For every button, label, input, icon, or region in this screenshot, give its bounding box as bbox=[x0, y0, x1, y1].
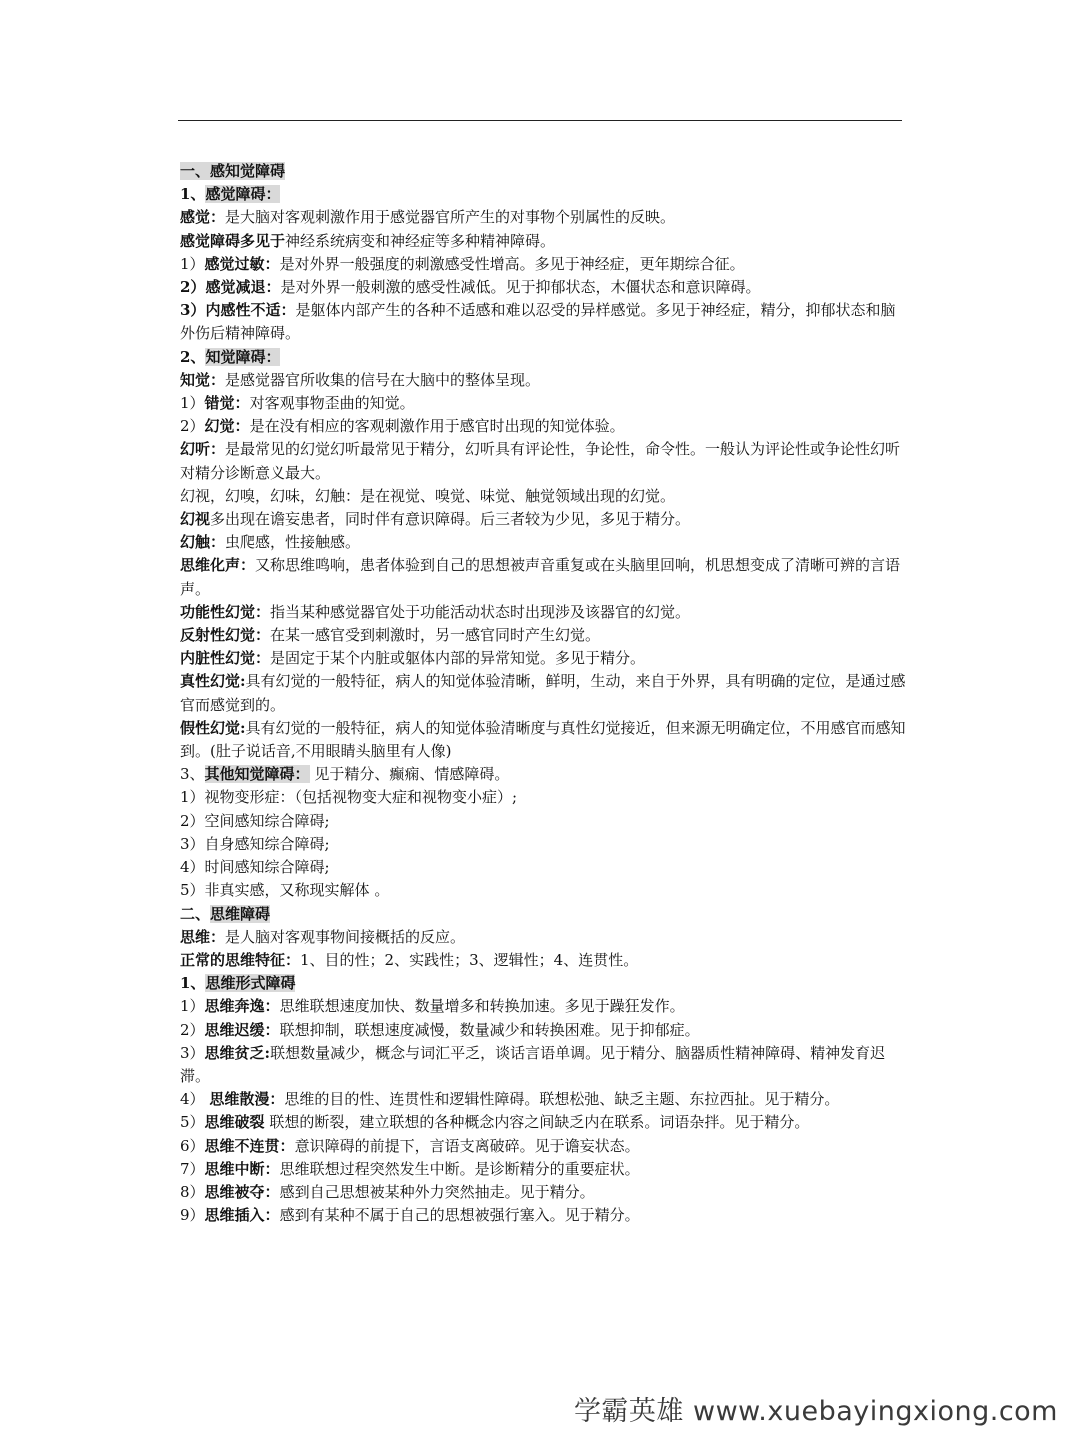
list-item: 8）思维被夺：感到自己思想被某种外力突然抽走。见于精分。 bbox=[180, 1182, 595, 1201]
list-item: 1）错觉：对客观事物歪曲的知觉。 bbox=[180, 394, 415, 413]
subsection-heading: 1、思维形式障碍 bbox=[180, 974, 296, 993]
list-item: 4） 思维散漫：思维的目的性、连贯性和逻辑性障碍。联想松弛、缺乏主题、东拉西扯。见于精分。 bbox=[180, 1090, 840, 1109]
paragraph: 思维化声：又称思维鸣响，患者体验到自己的思想被声音重复或在头脑里回响，机思想变成了清晰可辨的言语声。 bbox=[180, 556, 901, 598]
list-item: 1）感觉过敏：是对外界一般强度的刺激感受性增高。多见于神经症，更年期综合征。 bbox=[180, 254, 745, 273]
paragraph: 反射性幻觉：在某一感官受到刺激时，另一感官同时产生幻觉。 bbox=[180, 626, 601, 645]
document-body bbox=[180, 160, 908, 1227]
paragraph: 知觉：是感觉器官所收集的信号在大脑中的整体呈现。 bbox=[180, 370, 541, 389]
section-heading: 一、感知觉障碍 bbox=[180, 162, 286, 180]
list-item: 2）幻觉：是在没有相应的客观刺激作用于感官时出现的知觉体验。 bbox=[180, 417, 625, 436]
paragraph: 幻听：是最常见的幻觉幻听最常见于精分，幻听具有评论性，争论性，命令性。一般认为评论性或争论性幻听对精分诊断意义最大。 bbox=[180, 440, 901, 482]
list-item: 9）思维插入：感到有某种不属于自己的思想被强行塞入。见于精分。 bbox=[180, 1206, 640, 1225]
list-item: 3）内感性不适：是躯体内部产生的各种不适感和难以忍受的异样感觉。多见于神经症，精分，抑郁状态和脑外伤后精神障碍。 bbox=[180, 301, 896, 343]
header-rule bbox=[178, 120, 902, 121]
subsection-heading: 3、其他知觉障碍： 见于精分、癫痫、情感障碍。 bbox=[180, 765, 510, 784]
paragraph: 假性幻觉:具有幻觉的一般特征，病人的知觉体验清晰度与真性幻觉接近，但来源无明确定位，不用感官而感知到。(肚子说话音,不用眼睛头脑里有人像) bbox=[180, 718, 906, 761]
list-item: 5）非真实感，又称现实解体 。 bbox=[180, 881, 390, 900]
list-item: 2）感觉减退：是对外界一般刺激的感受性减低。见于抑郁状态，木僵状态和意识障碍。 bbox=[180, 278, 761, 297]
list-item: 2）空间感知综合障碍; bbox=[180, 811, 330, 830]
subsection-heading: 1、感觉障碍： bbox=[180, 185, 281, 204]
list-item: 6）思维不连贯：意识障碍的前提下，言语支离破碎。见于谵妄状态。 bbox=[180, 1136, 640, 1155]
list-item: 3）思维贫乏:联想数量减少，概念与词汇平乏，谈话言语单调。见于精分、脑器质性精神障碍、精神发育迟滞。 bbox=[180, 1043, 886, 1085]
paragraph: 感觉障碍多见于神经系统病变和神经症等多种精神障碍。 bbox=[180, 231, 556, 250]
paragraph: 幻触：虫爬感，性接触感。 bbox=[180, 533, 361, 552]
paragraph: 功能性幻觉：指当某种感觉器官处于功能活动状态时出现涉及该器官的幻觉。 bbox=[180, 602, 691, 621]
list-item: 2）思维迟缓：联想抑制，联想速度减慢，数量减少和转换困难。见于抑郁症。 bbox=[180, 1020, 700, 1039]
section-heading: 二、思维障碍 bbox=[180, 904, 271, 923]
paragraph: 正常的思维特征：1、目的性；2、实践性；3、逻辑性；4、连贯性。 bbox=[180, 950, 639, 969]
paragraph: 幻视多出现在谵妄患者，同时伴有意识障碍。后三者较为少见，多见于精分。 bbox=[180, 510, 691, 529]
list-item: 3）自身感知综合障碍; bbox=[180, 834, 330, 853]
subsection-heading: 2、知觉障碍： bbox=[180, 347, 281, 366]
list-item: 1）视物变形症：（包括视物变大症和视物变小症）; bbox=[180, 788, 518, 807]
list-item: 4）时间感知综合障碍; bbox=[180, 858, 330, 877]
paragraph: 幻视，幻嗅，幻味，幻触：是在视觉、嗅觉、味觉、触觉领域出现的幻觉。 bbox=[180, 486, 676, 505]
watermark: 学霸英雄 www.xuebayingxiong.com bbox=[573, 1396, 1058, 1427]
paragraph: 感觉：是大脑对客观刺激作用于感觉器官所产生的对事物个别属性的反映。 bbox=[180, 208, 676, 227]
paragraph: 真性幻觉:具有幻觉的一般特征，病人的知觉体验清晰，鲜明，生动，来自于外界，具有明确的定位，是通过感官而感觉到的。 bbox=[180, 672, 906, 714]
paragraph: 内脏性幻觉：是固定于某个内脏或躯体内部的异常知觉。多见于精分。 bbox=[180, 649, 646, 668]
paragraph: 思维：是人脑对客观事物间接概括的反应。 bbox=[180, 927, 466, 946]
list-item: 1）思维奔逸：思维联想速度加快、数量增多和转换加速。多见于躁狂发作。 bbox=[180, 997, 685, 1016]
list-item: 7）思维中断：思维联想过程突然发生中断。是诊断精分的重要症状。 bbox=[180, 1159, 640, 1178]
list-item: 5）思维破裂 联想的断裂，建立联想的各种概念内容之间缺乏内在联系。词语杂拌。见于精分。 bbox=[180, 1113, 810, 1132]
